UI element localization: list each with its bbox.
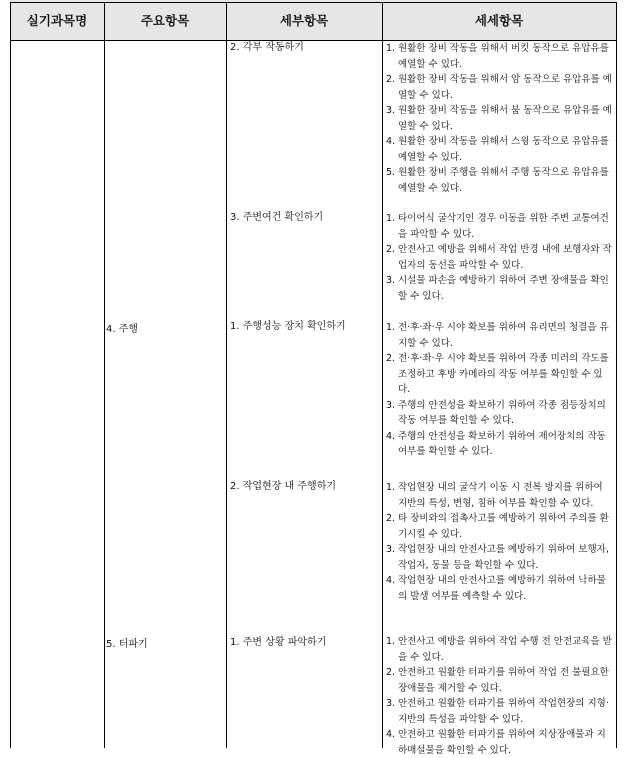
item-number: 1. (386, 322, 396, 333)
item-number: 1. (386, 43, 396, 54)
list-item (386, 211, 614, 242)
column-divider-1 (104, 2, 105, 748)
item-number: 3. (386, 544, 396, 555)
item-text: 작업현장 내의 안전사고를 예방하기 위하여 보행자, 작업자, 동물 등을 확인할 수 있다. (398, 544, 609, 571)
item-text: 안전사고 예방을 위하여 작업 수행 전 안전교육을 받을 수 있다. (398, 636, 612, 663)
list-item (386, 165, 614, 196)
item-number: 3. (386, 105, 396, 116)
detail-list-grasp-situation (386, 634, 614, 758)
item-text: 주행의 안전성을 확보하기 위하여 제어장치의 작동 여부를 확인할 수 있다. (398, 430, 606, 457)
list-item (386, 103, 614, 134)
header-main-item: 주요항목 (140, 13, 190, 28)
item-number: 3. (386, 275, 396, 286)
item-number: 3. (386, 698, 396, 709)
main-item-excavation: 5. 터파기 (106, 639, 148, 650)
list-item (386, 542, 614, 573)
item-number: 1. (386, 636, 396, 647)
sub-item-drive-worksite: 2. 작업현장 내 주행하기 (230, 481, 337, 492)
item-number: 4. (386, 575, 396, 586)
sub-item-grasp-situation: 1. 주변 상황 파악하기 (230, 637, 327, 648)
list-item (386, 480, 614, 511)
list-item (386, 242, 614, 273)
item-text: 타 장비와의 접촉사고를 예방하기 위하여 주의를 환기시킬 수 있다. (398, 513, 609, 540)
item-text: 원활한 장비 작동을 위해서 버킷 동작으로 유압유를 예열할 수 있다. (398, 43, 609, 70)
list-item (386, 696, 614, 727)
list-item (386, 573, 614, 604)
detail-list-check-surroundings (386, 211, 614, 304)
item-number: 1. (386, 482, 396, 493)
table-right-border (616, 2, 617, 748)
item-number: 4. (386, 430, 396, 442)
item-text: 안전하고 원활한 터파기를 위하여 작업현장의 지형·지반의 특성을 파악할 수 있다. (398, 698, 609, 725)
item-number: 5. (386, 167, 396, 178)
item-number: 1. (386, 213, 396, 224)
header-sub-item: 세부항목 (279, 13, 329, 28)
detail-list-operate-parts (386, 41, 614, 196)
table-top-border (10, 2, 617, 3)
list-item (386, 320, 614, 351)
item-text: 전·후·좌·우 시야 확보를 위하여 유리면의 청결을 유지할 수 있다. (398, 322, 609, 349)
item-number: 4. (386, 729, 396, 740)
item-text: 원활한 장비 작동을 위해서 암 동작으로 유압유를 예열할 수 있다. (398, 74, 612, 101)
header-detail-item: 세세항목 (474, 13, 524, 28)
sub-item-check-driving-devices: 1. 주행성능 장치 확인하기 (230, 321, 346, 332)
column-divider-3 (382, 2, 383, 748)
item-text: 안전하고 원활한 터파기를 위하여 지상장애물과 지하매설물을 확인할 수 있다. (398, 729, 606, 756)
list-item (386, 511, 614, 542)
list-item (386, 429, 614, 460)
main-item-driving: 4. 주행 (106, 324, 139, 335)
list-item (386, 398, 614, 429)
list-item (386, 134, 614, 165)
detail-list-drive-worksite (386, 480, 614, 604)
item-text: 안전하고 원활한 터파기를 위하여 작업 전 불필요한 장애물을 제거할 수 있다. (398, 667, 609, 694)
list-item (386, 41, 614, 72)
item-text: 주행의 안전성을 확보하기 위하여 각종 점등장치의 작동 여부를 확인할 수 있다. (398, 399, 606, 426)
item-number: 3. (386, 399, 396, 411)
item-text: 안전사고 예방을 위해서 작업 반경 내에 보행자와 작업자의 동선을 파악할 수 있다. (398, 244, 612, 271)
detail-list-check-driving-devices (386, 320, 614, 460)
item-text: 전·후·좌·우 시야 확보를 위하여 각종 미러의 각도를 조정하고 후방 카메라의 작동 여부를 확인할 수 있다. (398, 353, 609, 395)
item-text: 시설물 파손을 예방하기 위하여 주변 장애물을 확인할 수 있다. (398, 275, 609, 302)
item-number: 4. (386, 136, 396, 147)
list-item (386, 634, 614, 665)
sub-item-check-surroundings: 3. 주변여건 확인하기 (230, 212, 324, 223)
item-number: 2. (386, 667, 396, 678)
table-left-border (10, 2, 11, 748)
item-text: 작업현장 내의 안전사고를 예방하기 위하여 낙하물의 발생 여부를 예측할 수 있다. (398, 575, 606, 602)
column-divider-2 (226, 2, 227, 748)
item-number: 2. (386, 74, 396, 85)
item-text: 원활한 장비 주행을 위해서 주행 동작으로 유압유를 예열할 수 있다. (398, 167, 609, 194)
list-item (386, 72, 614, 103)
list-item (386, 665, 614, 696)
list-item (386, 727, 614, 758)
list-item (386, 351, 614, 398)
item-number: 2. (386, 244, 396, 255)
header-practical-subject: 실기과목명 (26, 13, 88, 28)
item-text: 작업현장 내의 굴삭기 이동 시 전복 방지를 위하여 지반의 특성, 변형, 침하 여부를 확인할 수 있다. (398, 482, 603, 509)
item-text: 원활한 장비 작동을 위해서 붐 동작으로 유압유를 예열할 수 있다. (398, 105, 612, 132)
list-item (386, 273, 614, 304)
item-number: 2. (386, 353, 396, 364)
item-text: 원활한 장비 작동을 위해서 스윙 동작으로 유압유를 예열할 수 있다. (398, 136, 609, 163)
sub-item-operate-parts: 2. 각부 작동하기 (230, 42, 304, 53)
item-number: 2. (386, 513, 396, 524)
item-text: 타이어식 굴삭기인 경우 이동을 위한 주변 교통여건을 파악할 수 있다. (398, 213, 609, 240)
